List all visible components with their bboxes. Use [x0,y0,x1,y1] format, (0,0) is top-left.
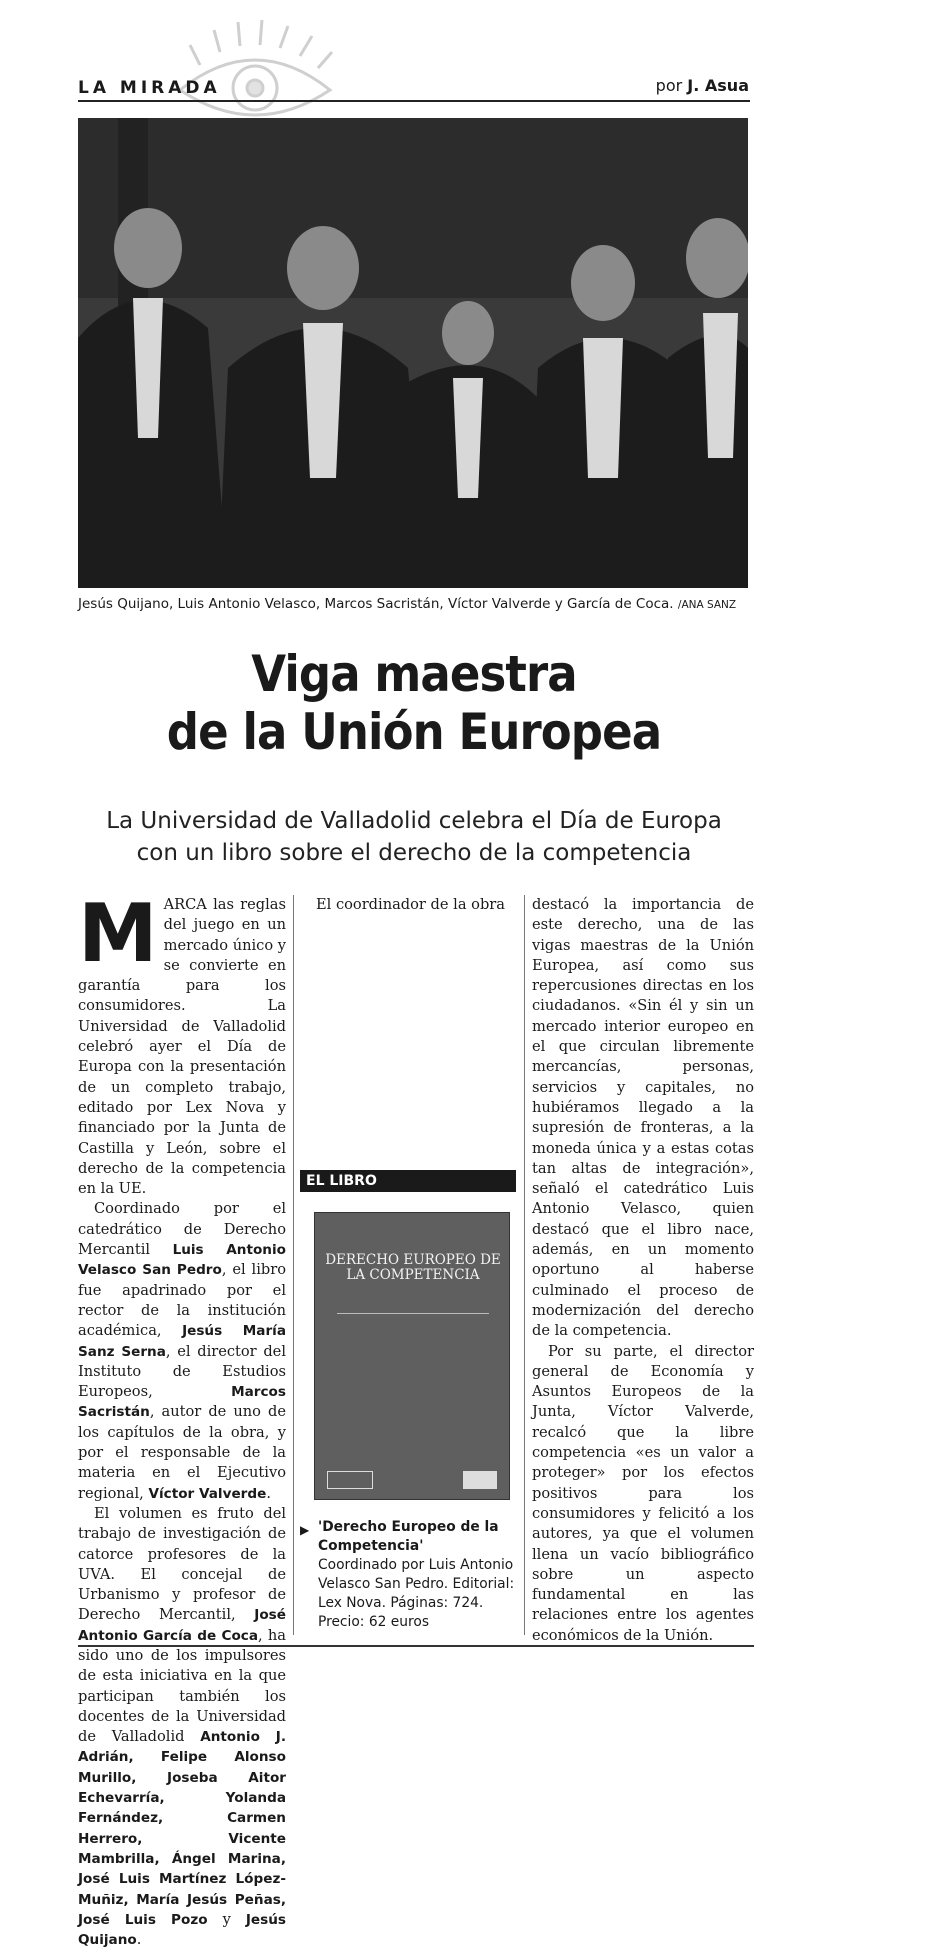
photo-caption: Jesús Quijano, Luis Antonio Velasco, Marcos Sacristán, Víctor Valverde y García de Coca. /ANA SANZ [78,596,737,612]
subheadline-line-1: La Universidad de Valladolid celebra el Día de Europa [106,808,722,834]
paragraph-2: Coordinado por el catedrático de Derecho Mercantil Luis Antonio Velasco San Pedro, el libro fue apadrinado por el rector de la institución académica, Jesús María Sanz Serna, el director del Instituto de Estudios Europeos, Marcos Sacristán, autor de uno de los capítulos de la obra, y por el responsable de la materia en el Ejecutivo regional, Víctor Valverde. [78,1200,287,1502]
section-title: LA MIRADA [78,78,221,98]
book-info [318,1518,518,1632]
headline-line-1: Viga maestra [251,645,577,703]
article-column-1 [78,887,287,1950]
article-column-2 [300,895,516,915]
series-logo-icon [463,1471,497,1489]
book-title: 'Derecho Europeo de la Competencia' [318,1519,499,1554]
headline-line-2: de la Unión Europea [166,703,662,761]
column-divider [293,895,294,1635]
headline [112,645,717,761]
top-rule [78,100,750,102]
drop-cap: M [78,887,158,980]
subheadline-line-2: con un libro sobre el derecho de la competencia [136,840,692,866]
book-details: Coordinado por Luis Antonio Velasco San Pedro. Editorial: Lex Nova. Páginas: 724. Precio: 62 euros [318,1557,515,1630]
photo-credit: /ANA SANZ [677,599,737,611]
triangle-bullet-icon: ▶ [300,1523,310,1537]
book-cover [314,1212,510,1500]
publisher-logo-icon [327,1471,373,1489]
book-cover-title: DERECHO EUROPEO DE LA COMPETENCIA [325,1252,501,1283]
bottom-rule [78,1645,754,1647]
subheadline [78,805,750,869]
paragraph-4-cont: destacó la importancia de este derecho, una de las vigas maestras de la Unión Europea, así como sus repercusiones directas en los ciudadanos. «Sin él y sin un mercado interior europeo en el que circulan libremente mercancías, personas, servicios y capitales, no hubiéramos llegado a la supresión de fronteras, a la moneda única y a estas cotas tan altas de integración», señaló el catedrático Luis Antonio Velasco, quien destacó que el libro nace, además, en un momento oportuno al haberse culminado el proceso de modernización del derecho de la competencia. [532,896,754,1340]
paragraph-5: Por su parte, el director general de Economía y Asuntos Europeos de la Junta, Víctor Valverde, recalcó que la libre competencia «es un valor a proteger» por los efectos positivos para los consumidores y felicitó a los autores, ya que el volumen llena un vacío bibliográfico sobre un aspecto fundamental en las relaciones entre los agentes económicos de la Unión. [532,1342,754,1644]
el-libro-label: EL LIBRO [300,1170,516,1192]
paragraph-1: MARCA las reglas del juego en un mercado único y se convierte en garantía para los consumidores. La Universidad de Valladolid celebró ayer el Día de Europa con la presentación de un completo trabajo, editado por Lex Nova y financiado por la Junta de Castilla y León, sobre el derecho de la competencia en la UE. [78,887,287,1198]
article-column-3 [532,895,754,1646]
byline-author: J. Asua [687,76,749,95]
cover-divider [337,1313,489,1314]
paragraph-4: El coordinador de la obra [316,896,505,913]
news-photo [78,118,748,588]
column-divider [524,895,525,1635]
byline: por J. Asua [655,76,749,95]
paragraph-3: El volumen es fruto del trabajo de investigación de catorce profesores de la UVA. El concejal de Urbanismo y profesor de Derecho Mercantil, José Antonio García de Coca, ha sido uno de los impulsores de esta iniciativa en la que participan también los docentes de la Universidad de Valladolid Antonio J. Adrián, Felipe Alonso Murillo, Joseba Aitor Echevarría, Yolanda Fernández, Carmen Herrero, Vicente Mambrilla, Ángel Marina, José Luis Martínez López-Muñiz, María Jesús Peñas, José Luis Pozo y Jesús Quijano. [78,1504,286,1949]
